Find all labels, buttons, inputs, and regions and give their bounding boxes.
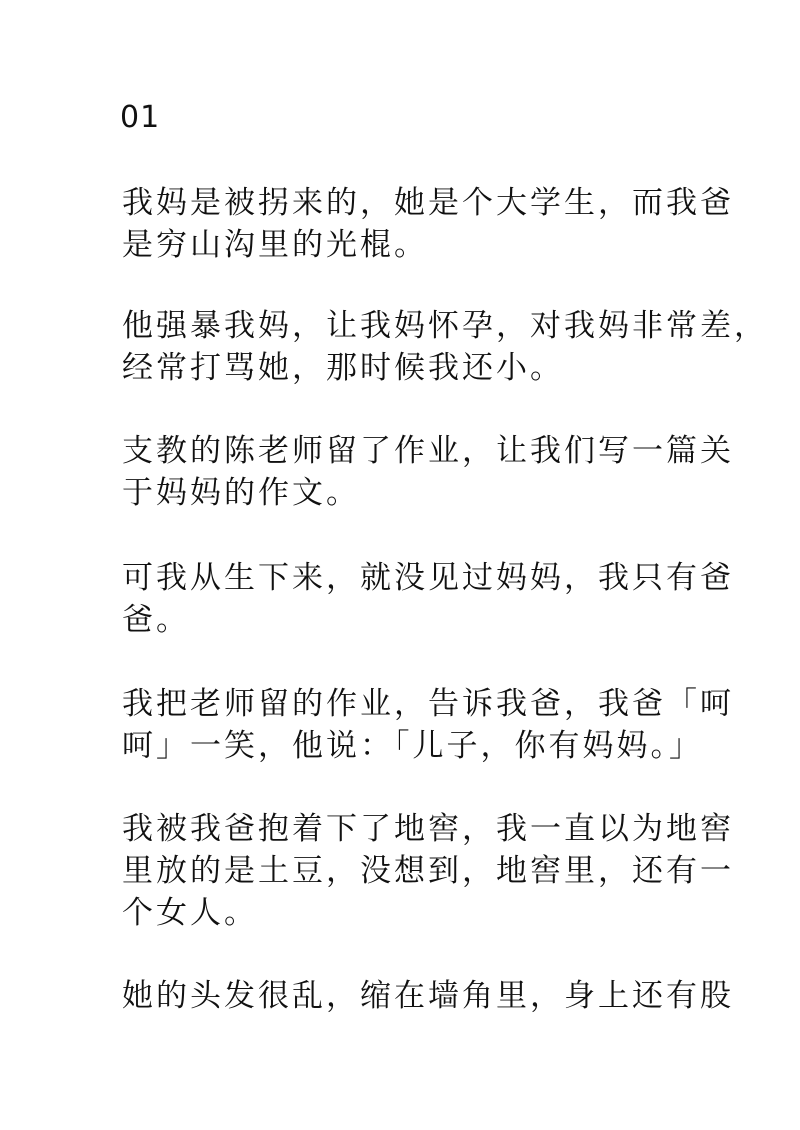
text-line: 个女人。 <box>122 895 258 931</box>
text-line: 于妈妈的作文。 <box>122 475 360 511</box>
paragraph <box>122 975 734 1017</box>
paragraph <box>122 683 734 767</box>
chapter-number: 01 <box>120 100 161 135</box>
paragraph <box>122 430 734 514</box>
text-line: 可我从生下来，就没见过妈妈，我只有爸 <box>122 560 734 596</box>
text-line: 她的头发很乱，缩在墙角里，身上还有股 <box>122 978 734 1014</box>
paragraph <box>122 808 734 934</box>
text-line: 我把老师留的作业，告诉我爸，我爸「呵 <box>122 686 734 722</box>
paragraph <box>122 557 734 641</box>
text-line: 经常打骂她，那时候我还小。 <box>122 350 564 386</box>
text-line: 我被我爸抱着下了地窖，我一直以为地窖 <box>122 811 734 847</box>
text-line: 支教的陈老师留了作业，让我们写一篇关 <box>122 433 734 469</box>
text-line: 爸。 <box>122 602 190 638</box>
paragraph <box>122 305 768 389</box>
text-line: 里放的是土豆，没想到，地窖里，还有一 <box>122 853 734 889</box>
text-line: 是穷山沟里的光棍。 <box>122 227 428 263</box>
text-line: 我妈是被拐来的，她是个大学生，而我爸 <box>122 185 734 221</box>
text-line: 呵」一笑，他说：「儿子，你有妈妈。」 <box>122 728 703 764</box>
paragraph <box>122 182 734 266</box>
text-line: 他强暴我妈，让我妈怀孕，对我妈非常差， <box>122 308 768 344</box>
